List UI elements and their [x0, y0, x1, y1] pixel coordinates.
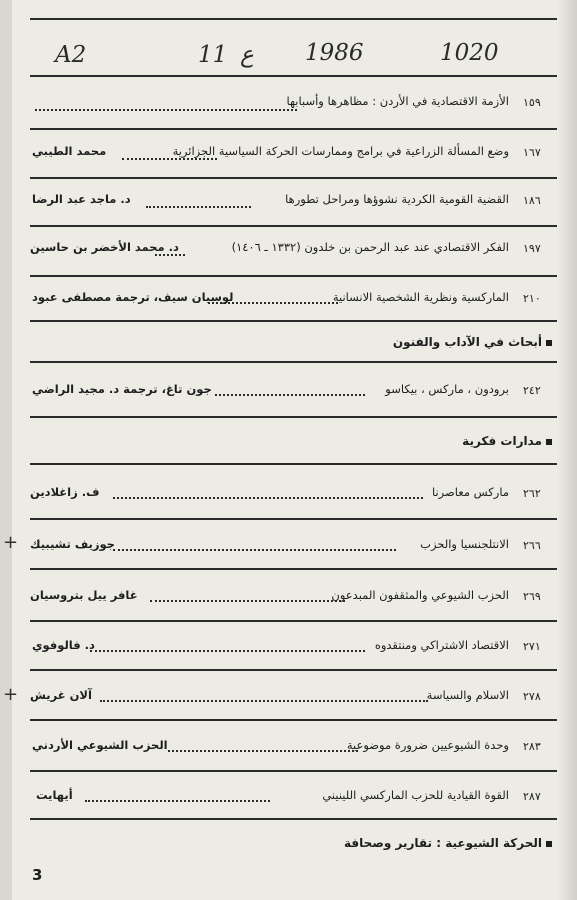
handwritten-a2: A2 — [55, 42, 87, 68]
entry-rule — [30, 128, 557, 130]
entry-title: الماركسية ونظرية الشخصية الانسانية — [332, 290, 509, 304]
entry-page-number: ١٦٧ — [523, 146, 541, 159]
leader-dots — [155, 254, 185, 256]
entry-rule — [30, 818, 557, 820]
handwritten-plus-mark: + — [3, 532, 19, 553]
entry-author: جوزيف تشيبيك — [30, 537, 115, 551]
leader-dots — [113, 549, 396, 551]
leader-dots — [215, 394, 365, 396]
handwritten-ain: ع — [240, 42, 254, 68]
header-rule — [30, 75, 557, 77]
entry-title: الحزب الشيوعي والمثقفون المبدعون — [331, 588, 509, 602]
entry-page-number: ١٥٩ — [523, 96, 541, 109]
entry-title: وحدة الشيوعيين ضرورة موضوعية — [346, 738, 509, 752]
bullet-square-icon — [546, 340, 552, 346]
entry-title: الفكر الاقتصادي عند عبد الرحمن بن خلدون (١٣٣٢ ـ ١٤٠٦) — [231, 240, 509, 254]
top-rule — [30, 18, 557, 20]
entry-author: جون تاغ، ترجمة د. مجيد الراضي — [32, 382, 212, 396]
entry-page-number: ٢٨٣ — [523, 740, 541, 753]
section-title: مدارات فكرية — [462, 434, 542, 448]
entry-rule — [30, 177, 557, 179]
entry-author: ف. زاغلادين — [30, 485, 100, 499]
entry-title: الأزمة الاقتصادية في الأردن : مظاهرها وأسبابها — [286, 94, 509, 108]
entry-page-number: ١٩٧ — [523, 242, 541, 255]
leader-dots — [146, 206, 251, 208]
section-rule — [30, 361, 557, 363]
handwritten-number: 1020 — [440, 40, 499, 66]
entry-rule — [30, 320, 557, 322]
section-title: أبحاث في الآداب والفنون — [392, 335, 542, 349]
handwritten-year: 1986 — [305, 40, 364, 66]
leader-dots — [122, 158, 217, 160]
leader-dots — [150, 600, 345, 602]
page-gutter — [557, 0, 577, 900]
entry-page-number: ٢٦٩ — [523, 590, 541, 603]
entry-page-number: ٢٧٨ — [523, 690, 541, 703]
entry-rule — [30, 669, 557, 671]
bullet-square-icon — [546, 841, 552, 847]
section-title: الحركة الشيوعية : تقارير وصحافة — [344, 836, 542, 850]
leader-dots — [113, 497, 423, 499]
section-heading-intellectual — [462, 434, 552, 448]
entry-rule — [30, 719, 557, 721]
entry-page-number: ١٨٦ — [523, 194, 541, 207]
entry-page-number: ٢١٠ — [523, 292, 541, 305]
entry-author: د. ماجد عبد الرضا — [32, 192, 131, 206]
section-rule — [30, 463, 557, 465]
entry-author: د. محمد الأخضر بن حاسين — [30, 240, 179, 254]
entry-author: د. فالوفوي — [32, 638, 95, 652]
entry-page-number: ٢٨٧ — [523, 790, 541, 803]
entry-rule — [30, 225, 557, 227]
entry-rule — [30, 416, 557, 418]
leader-dots — [35, 109, 297, 111]
entry-title: الاقتصاد الاشتراكي ومنتقدوه — [374, 638, 509, 652]
page-number: 3 — [32, 866, 43, 884]
entry-author: أيهايت — [36, 788, 73, 802]
entry-rule — [30, 770, 557, 772]
left-margin-shadow — [0, 0, 12, 900]
leader-dots — [100, 700, 428, 702]
entry-rule — [30, 620, 557, 622]
entry-author: محمد الطيبي — [32, 144, 107, 158]
entry-title: برودون ، ماركس ، بيكاسو — [385, 382, 509, 396]
entry-title: ماركس معاصرنا — [431, 485, 509, 499]
entry-author: غافر ييل بتروسيان — [30, 588, 138, 602]
entry-author: آلان غريش — [30, 688, 92, 702]
leader-dots — [90, 650, 365, 652]
entry-rule — [30, 568, 557, 570]
entry-title: وضع المسألة الزراعية في برامج وممارسات الحركة السياسية الجزائرية — [172, 144, 509, 158]
entry-rule — [30, 518, 557, 520]
entry-title: القوة القيادية للحزب الماركسي اللينيني — [322, 788, 509, 802]
entry-author: الحزب الشيوعي الأردني — [32, 738, 168, 752]
entry-page-number: ٢٦٢ — [523, 487, 541, 500]
entry-rule — [30, 275, 557, 277]
entry-title: الاسلام والسياسة — [426, 688, 509, 702]
entry-author: لوسيان سيف، ترجمة مصطفى عبود — [32, 290, 234, 304]
entry-title: الانتلجنسيا والحزب — [420, 537, 509, 551]
leader-dots — [168, 750, 358, 752]
handwritten-plus-mark: + — [3, 684, 19, 705]
entry-page-number: ٢٦٦ — [523, 539, 541, 552]
entry-page-number: ٢٧١ — [523, 640, 541, 653]
entry-title: القضية القومية الكردية نشوؤها ومراحل تطورها — [285, 192, 509, 206]
section-heading-communist-movement — [344, 836, 552, 850]
handwritten-11: 11 — [198, 42, 228, 68]
section-heading-arts — [393, 335, 552, 349]
leader-dots — [85, 800, 270, 802]
entry-page-number: ٢٤٢ — [523, 384, 541, 397]
bullet-square-icon — [546, 439, 552, 445]
